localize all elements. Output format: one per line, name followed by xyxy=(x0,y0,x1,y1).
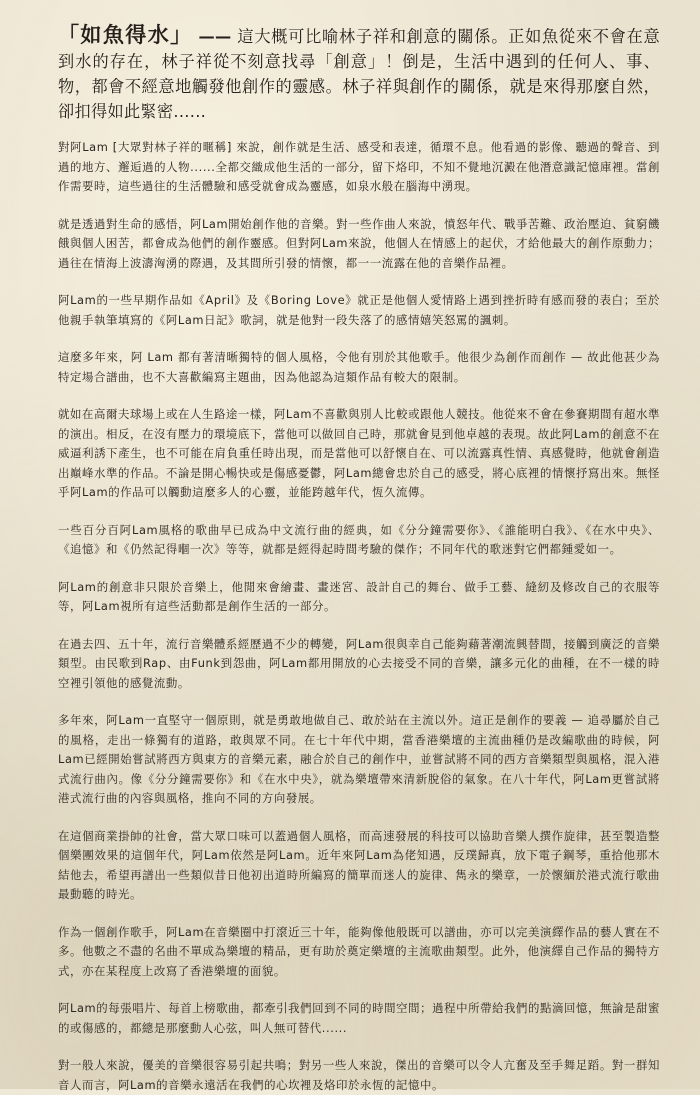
body-paragraph-2: 就是透過對生命的感悟，阿Lam開始創作他的音樂。對一些作曲人來說，憤怒年代、戰爭苦難、政治壓迫、貧窮饑餓與個人困苦，都會成為他們的創作靈感。但對阿Lam來說，他個人在情感上的起伏，才給他最大的創作原動力；過往在情海上波濤洶湧的際遇，及其間所引發的情懷，都一一流露在他的音樂作品裡。 xyxy=(58,216,660,270)
body-paragraph-1: 對阿Lam [大眾對林子祥的暱稱] 來說，創作就是生活、感受和表達，循環不息。他看過的影像、聽過的聲音、到過的地方、邂逅過的人物......全都交織成他生活的一部分，留下烙印，不知不覺地沉澱在他潛意識記憶庫裡。當創作需要時，這些過往的生活體驗和感受就會成為靈感，如泉水般在腦海中湧現。 xyxy=(58,140,660,193)
body-paragraph-7: 阿Lam的創意非只限於音樂上，他閒來會繪畫、畫迷宮、設計自己的舞台、做手工藝、縫紉及修改自己的衣服等等，阿Lam視所有這些活動都是創作生活的一部分。 xyxy=(58,579,660,613)
body-paragraph-12: 阿Lam的每張唱片、每首上榜歌曲，都牽引我們回到不同的時間空間；過程中所帶給我們的點滴回憶，無論是甜蜜的或傷感的，都總是那麼動人心弦，叫人無可替代...... xyxy=(58,1001,660,1035)
lead-dash: —— xyxy=(198,27,232,46)
body-paragraph-5: 就如在高爾夫球場上或在人生路途一樣，阿Lam不喜歡與別人比較或跟他人競技。他從來不會在參賽期間有超水準的演出。相反，在沒有壓力的環境底下，當他可以做回自己時，那就會見到他卓越的表現。故此阿Lam的創意不在威逼利誘下產生，也不可能在肩負重任時出現，而是當他可以舒懷自在、可以流露真性情、真感覺時，他就會創造出巔峰水準的作品。不論是開心暢快或是傷感憂鬱，阿Lam總會忠於自己的感受，將心底裡的情懷抒寫出來。無怪乎阿Lam的作品可以觸動這麼多人的心靈，並能跨越年代，恆久流傳。 xyxy=(58,407,660,499)
body-paragraph-8: 在過去四、五十年，流行音樂體系經歷過不少的轉變，阿Lam很與幸自己能夠藉著潮流興替間，接觸到廣泛的音樂類型。由民歌到Rap、由Funk到怨曲，阿Lam都用開放的心去接受不同的音樂，讓多元化的曲種，在不一樣的時空裡引領他的感覺流動。 xyxy=(58,636,660,690)
body-paragraph-3: 阿Lam的一些早期作品如《April》及《Boring Love》就正是他個人愛情路上遇到挫折時有感而發的表白；至於他親手執筆填寫的《阿Lam日記》歌詞，就是他對一段失落了的感情嬉笑怒罵的諷刺。 xyxy=(58,293,660,327)
body-paragraph-4: 這麼多年來，阿 Lam 都有著清晰獨特的個人風格，令他有別於其他歌手。他很少為創作而創作 — 故此他甚少為特定場合譜曲，也不大喜歡編寫主題曲，因為他認為這類作品有較大的限制。 xyxy=(58,350,660,384)
body-paragraph-11: 作為一個創作歌手，阿Lam在音樂圈中打滾近三十年，能夠像他般既可以譜曲，亦可以完美演繹作品的藝人實在不多。他數之不盡的名曲不單成為樂壇的精品，更有助於奠定樂壇的主流歌曲類型。此外，他演繹自己作品的獨特方式，亦在某程度上改寫了香港樂壇的面貌。 xyxy=(58,924,660,978)
lead-title: 「如魚得水」 xyxy=(58,22,193,47)
lead-text: 這大概可比喻林子祥和創意的關係。正如魚從來不會在意到水的存在，林子祥從不刻意找尋「創意」！倒是，生活中遇到的任何人、事、物，都會不經意地觸發他創作的靈感。林子祥與創作的關係，就是來得那麼自然，卻扣得如此緊密...... xyxy=(58,27,661,121)
body-paragraph-9: 多年來，阿Lam一直堅守一個原則，就是勇敢地做自己、敢於站在主流以外。這正是創作的要義 — 追尋屬於自己的風格，走出一條獨有的道路，敢與眾不同。在七十年代中期，當香港樂壇的主流曲種仍是改編歌曲的時候，阿Lam已經開始嘗試將西方與東方的音樂元素，融合於自己的創作中，並嘗試將不同的西方音樂類型與風格，混入港式流行曲內。像《分分鐘需要你》和《在水中央》，就為樂壇帶來清新脫俗的氣象。在八十年代，阿Lam更嘗試將港式流行曲的內容與風格，推向不同的方向發展。 xyxy=(58,713,660,805)
lead-paragraph xyxy=(58,22,660,124)
body-paragraph-10: 在這個商業掛帥的社會，當大眾口味可以蓋過個人風格，而高速發展的科技可以協助音樂人撰作旋律，甚至製造整個樂團效果的這個年代，阿Lam依然是阿Lam。近年來阿Lam為佬知遇，反璞歸真，放下電子鋼琴，重拾他那木結他去，希望再譜出一些類似昔日他初出道時所編寫的簡單而迷人的旋律、雋永的樂章，一於懷緬於港式流行歌曲最動聽的時光。 xyxy=(58,828,660,901)
body-paragraph-13: 對一般人來說，優美的音樂很容易引起共鳴；對另一些人來說，傑出的音樂可以令人亢奮及至手舞足蹈。對一群知音人而言，阿Lam的音樂永遠活在我們的心坎裡及烙印於永恆的記憶中。 xyxy=(58,1058,660,1092)
body-paragraph-6: 一些百分百阿Lam風格的歌曲早已成為中文流行曲的經典，如《分分鐘需要你》、《誰能明白我》、《在水中央》、《追憶》和《仍然記得嗰一次》等等，就都是經得起時間考驗的傑作；不同年代的歌迷對它們都鍾愛如一。 xyxy=(58,522,660,556)
